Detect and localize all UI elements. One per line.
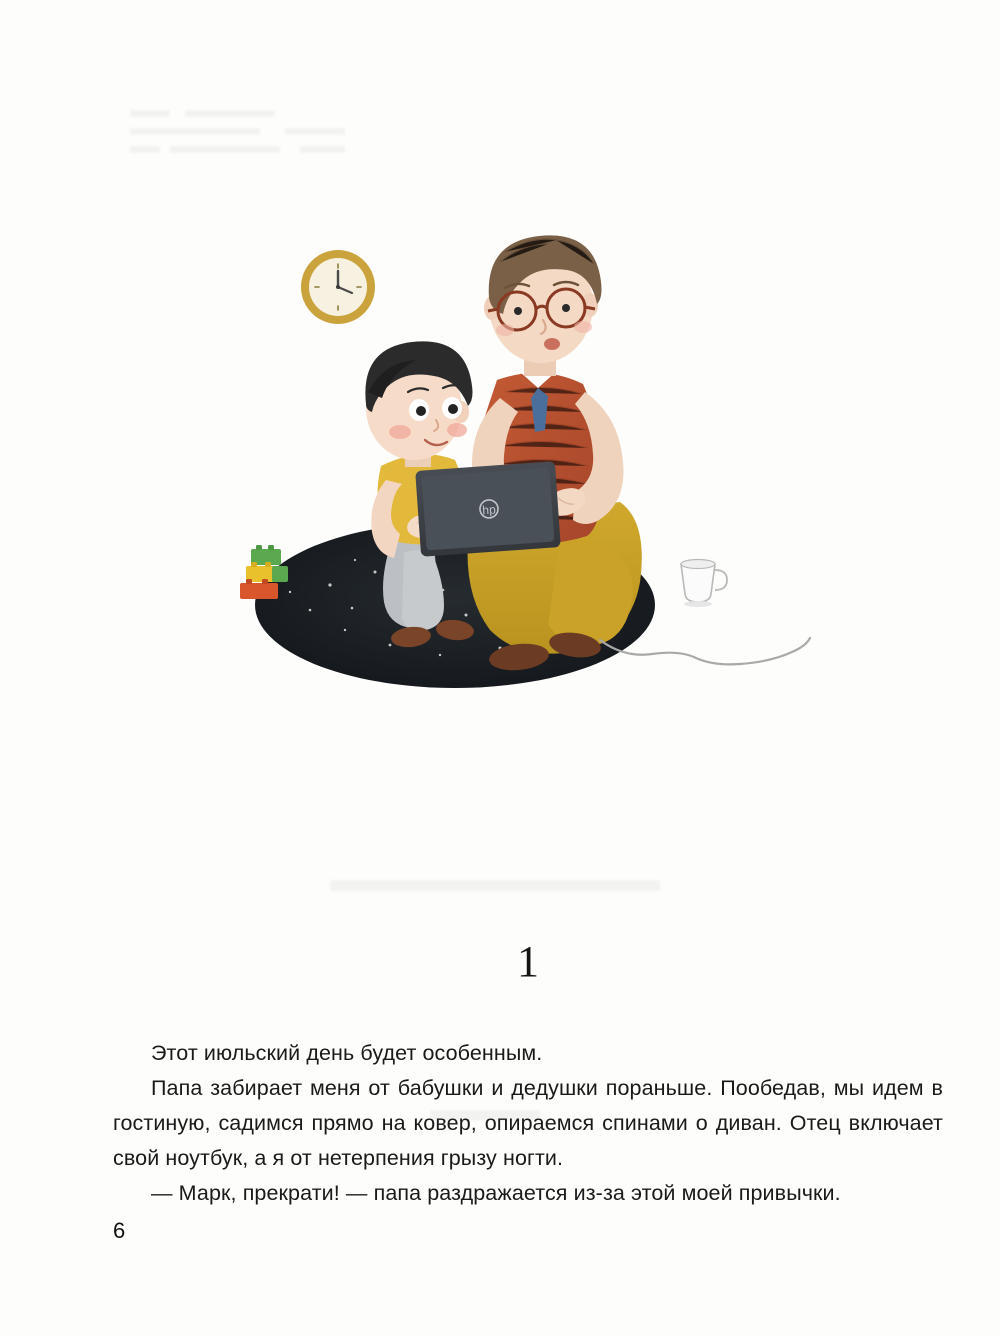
coffee-cup	[681, 560, 727, 608]
chapter-text-block	[113, 937, 943, 1211]
svg-text:hp: hp	[481, 502, 497, 518]
father-figure	[468, 235, 642, 673]
paragraph-1: Этот июльский день будет особенным.	[151, 1041, 543, 1065]
paragraph-3: — Марк, прекрати! — папа раздражается из-за этой моей привычки.	[151, 1181, 841, 1205]
page-number: 6	[113, 1218, 126, 1243]
chapter-number: 1	[517, 937, 539, 986]
paragraph-2: Папа забирает меня от бабушки и дедушки пораньше. Пообедав, мы идем в гостиную, садимся прямо на ковер, опираемся спинами о диван. Отец включает свой ноутбук, а я от нетерпения грызу ногти.	[113, 1076, 943, 1170]
paper-showthrough	[330, 880, 660, 891]
laptop	[415, 461, 561, 557]
wall-clock-icon	[301, 250, 375, 324]
